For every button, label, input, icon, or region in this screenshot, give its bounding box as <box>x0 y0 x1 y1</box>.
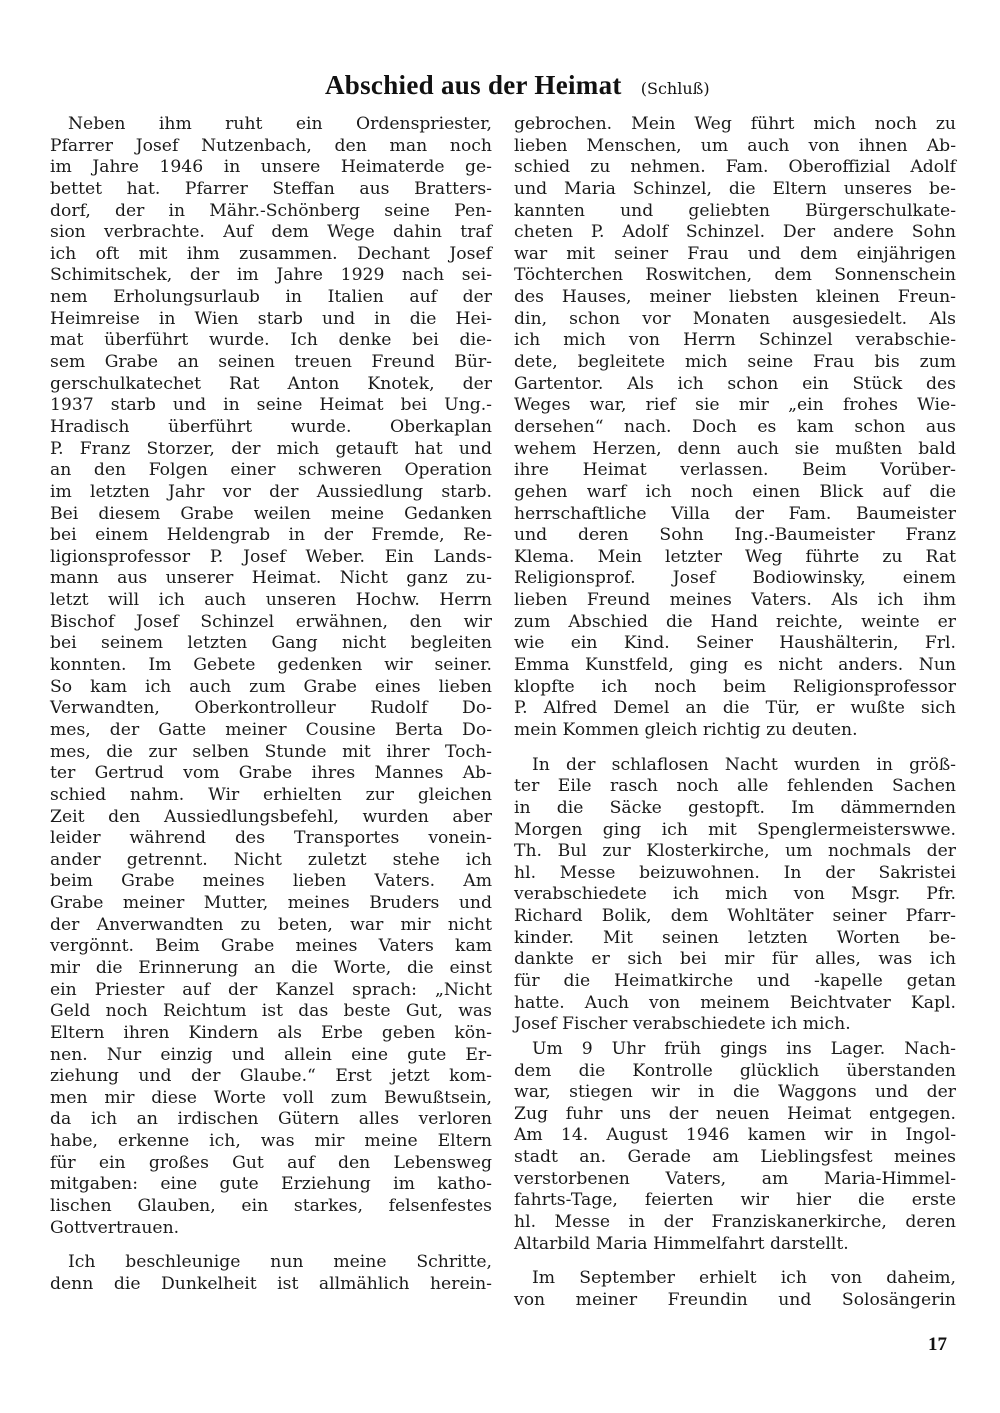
article-title: Abschied aus der Heimat <box>325 70 622 100</box>
text-line: So kam ich auch zum Grabe eines lieben <box>50 676 492 697</box>
text-line: hl. Messe beizuwohnen. In der Sakristei <box>514 862 956 883</box>
text-line: hatte. Auch von meinem Beichtvater Kapl. <box>514 992 956 1013</box>
text-line: mein Kommen gleich richtig zu deuten. <box>514 719 858 740</box>
text-line: und deren Sohn Ing.-Baumeister Franz <box>514 525 956 546</box>
paragraph-gap <box>50 1239 492 1252</box>
text-line: hl. Messe in der Franziskanerkirche, deren <box>514 1212 956 1233</box>
text-line: ziehung und der Glaube.“ Erst jetzt kom- <box>50 1066 492 1087</box>
text-line: Emma Kunstfeld, ging es nicht anders. Nun <box>514 655 956 676</box>
text-line: lieben Menschen, um auch von ihnen Ab- <box>514 135 956 156</box>
text-line: an den Folgen einer schweren Operation <box>50 460 492 481</box>
text-line: gebrochen. Mein Weg führt mich noch zu <box>514 114 956 134</box>
text-line: Morgen ging ich mit Spenglermeisterswwe. <box>514 819 956 840</box>
text-line: ein Priester auf der Kanzel sprach: „Nicht <box>50 979 492 1000</box>
paragraph <box>514 1268 956 1311</box>
text-line: Ich beschleunige nun meine Schritte, <box>68 1252 492 1273</box>
text-line: gehen warf ich noch einen Blick auf die <box>514 481 956 502</box>
text-line: da ich an irdischen Gütern alles verloren <box>50 1109 492 1130</box>
text-line: für die Heimatkirche und -kapelle getan <box>514 970 956 991</box>
text-line: Um 9 Uhr früh gings ins Lager. Nach- <box>532 1038 956 1059</box>
text-line: Zug fuhr uns der neuen Heimat entgegen. <box>514 1103 956 1124</box>
paragraph-gap <box>514 742 956 755</box>
text-line: des Hauses, meiner liebsten kleinen Freun- <box>514 287 956 308</box>
text-line: vergönnt. Beim Grabe meines Vaters kam <box>50 936 492 957</box>
right-column <box>514 114 956 1312</box>
text-line: für ein großes Gut auf den Lebensweg <box>50 1152 492 1173</box>
text-line: zum Abschied die Hand reichte, weinte er <box>514 611 956 632</box>
text-line: Im September erhielt ich von daheim, <box>532 1268 956 1289</box>
text-line: lieben Freund meines Vaters. Als ich ihm <box>514 590 956 611</box>
text-line: Richard Bolik, dem Wohltäter seiner Pfarr- <box>514 906 956 927</box>
text-line: bei seinem letzten Gang nicht begleiten <box>50 633 492 654</box>
text-line: P. Franz Storzer, der mich getauft hat und <box>50 438 492 459</box>
text-line: Eltern ihren Kindern als Erbe geben kön- <box>50 1022 492 1043</box>
text-line: men mir diese Worte voll zum Bewußtsein, <box>50 1087 492 1108</box>
text-line: mann aus unserer Heimat. Nicht ganz zu- <box>50 568 492 589</box>
text-line: der Anverwandten zu beten, war mir nicht <box>50 914 492 935</box>
text-line: Religionsprof. Josef Bodiowinsky, einem <box>514 568 956 589</box>
paragraph <box>514 755 956 1036</box>
text-line: dorf, der in Mähr.-Schönberg seine Pen- <box>50 200 492 221</box>
text-line: dem die Kontrolle glücklich überstanden <box>514 1060 956 1081</box>
text-line: mitgaben: eine gute Erziehung im katho- <box>50 1174 492 1195</box>
text-line: Gartentor. Als ich schon ein Stück des <box>514 373 956 394</box>
left-column <box>50 114 492 1296</box>
text-line: ligionsprofessor P. Josef Weber. Ein Lands- <box>50 546 492 567</box>
text-line: war mit seiner Frau und dem einjährigen <box>514 243 956 264</box>
text-line: dete, begleitete mich seine Frau bis zum <box>514 352 956 373</box>
text-line: Hradisch überführt wurde. Oberkaplan <box>50 416 492 437</box>
text-line: mir die Erinnerung an die Worte, die einst <box>50 957 492 978</box>
text-line: schied zu nehmen. Fam. Oberoffizial Adolf <box>514 157 956 178</box>
paragraph <box>50 114 492 1239</box>
text-line: stadt an. Gerade am Lieblingsfest meines <box>514 1147 956 1168</box>
page-number: 17 <box>928 1334 947 1355</box>
text-line: ich oft mit ihm zusammen. Dechant Josef <box>50 243 492 264</box>
text-line: Josef Fischer verabschiedete ich mich. <box>514 1014 851 1035</box>
article-header <box>325 70 710 101</box>
text-line: fahrts-Tage, feierten wir hier die erste <box>514 1190 956 1211</box>
text-line: habe, erkenne ich, was mir meine Eltern <box>50 1131 492 1152</box>
text-line: Neben ihm ruht ein Ordenspriester, <box>68 114 492 134</box>
text-line: sem Grabe an seinen treuen Freund Bür- <box>50 352 492 373</box>
text-line: lischen Glauben, ein starkes, felsenfestes <box>50 1196 492 1217</box>
text-line: verabschiedete ich mich von Msgr. Pfr. <box>514 884 956 905</box>
text-line: 1937 starb und in seine Heimat bei Ung.- <box>50 395 492 416</box>
text-line: Grabe meiner Mutter, meines Bruders und <box>50 893 492 914</box>
text-line: ihre Heimat verlassen. Beim Vorüber- <box>514 460 956 481</box>
text-line: konnten. Im Gebete gedenken wir seiner. <box>50 655 492 676</box>
paragraph <box>514 1039 956 1255</box>
text-line: Th. Bul zur Klosterkirche, um nochmals der <box>514 841 956 862</box>
text-line: dersehen“ nach. Doch es kam schon aus <box>514 416 956 437</box>
text-line: gerschulkatechet Rat Anton Knotek, der <box>50 373 492 394</box>
text-line: cheten P. Adolf Schinzel. Der andere Sohn <box>514 222 956 243</box>
article-subtitle: (Schluß) <box>640 79 710 98</box>
text-line: sion verbrachte. Auf dem Wege dahin traf <box>50 222 492 243</box>
text-line: nem Erholungsurlaub in Italien auf der <box>50 287 492 308</box>
text-line: ter Gertrud vom Grabe ihres Mannes Ab- <box>50 763 492 784</box>
text-line: Klema. Mein letzter Weg führte zu Rat <box>514 546 956 567</box>
text-line: Geld noch Reichtum ist das beste Gut, was <box>50 1001 492 1022</box>
paragraph <box>50 1252 492 1295</box>
text-line: dankte er sich bei mir für alles, was ich <box>514 949 956 970</box>
text-line: mes, die zur selben Stunde mit ihrer Toch- <box>50 741 492 762</box>
text-line: von meiner Freundin und Solosängerin <box>514 1289 956 1310</box>
text-line: letzt will ich auch unseren Hochw. Herrn <box>50 590 492 611</box>
text-line: Töchterchen Roswitchen, dem Sonnenschein <box>514 265 956 286</box>
text-line: herrschaftliche Villa der Fam. Baumeister <box>514 503 956 524</box>
text-line: Zeit den Aussiedlungsbefehl, wurden aber <box>50 806 492 827</box>
text-line: Altarbild Maria Himmelfahrt darstellt. <box>514 1233 849 1254</box>
text-line: Verwandten, Oberkontrolleur Rudolf Do- <box>50 698 492 719</box>
text-line: denn die Dunkelheit ist allmählich herein- <box>50 1273 492 1294</box>
text-line: leider während des Transportes vonein- <box>50 828 492 849</box>
text-line: im Jahre 1946 in unsere Heimaterde ge- <box>50 157 492 178</box>
text-line: und Maria Schinzel, die Eltern unseres be- <box>514 178 956 199</box>
text-line: ander getrennt. Nicht zuletzt stehe ich <box>50 849 492 870</box>
text-line: war, stiegen wir in die Waggons und der <box>514 1082 956 1103</box>
text-line: Heimreise in Wien starb und in die Hei- <box>50 308 492 329</box>
text-line: din, schon vor Monaten ausgesiedelt. Als <box>514 308 956 329</box>
text-line: im letzten Jahr vor der Aussiedlung starb. <box>50 481 492 502</box>
text-line: klopfte ich noch beim Religionsprofessor <box>514 676 956 697</box>
text-line: mat überführt wurde. Ich denke bei die- <box>50 330 492 351</box>
text-line: Am 14. August 1946 kamen wir in Ingol- <box>514 1125 956 1146</box>
text-line: verstorbenen Vaters, am Maria-Himmel- <box>514 1168 956 1189</box>
text-line: Schimitschek, der im Jahre 1929 nach sei- <box>50 265 492 286</box>
text-line: wehem Herzen, denn auch sie mußten bald <box>514 438 956 459</box>
text-line: kinder. Mit seinen letzten Worten be- <box>514 927 956 948</box>
text-line: nen. Nur einzig und allein eine gute Er- <box>50 1044 492 1065</box>
text-line: Weges war, rief sie mir „ein frohes Wie- <box>514 395 956 416</box>
text-line: P. Alfred Demel an die Tür, er wußte sich <box>514 698 956 719</box>
text-line: In der schlaflosen Nacht wurden in größ- <box>532 754 956 775</box>
text-line: Bischof Josef Schinzel erwähnen, den wir <box>50 611 492 632</box>
text-line: ich mich von Herrn Schinzel verabschie- <box>514 330 956 351</box>
text-line: mes, der Gatte meiner Cousine Berta Do- <box>50 719 492 740</box>
text-line: in die Säcke gestopft. Im dämmernden <box>514 797 956 818</box>
text-line: wie ein Kind. Seiner Haushälterin, Frl. <box>514 633 956 654</box>
text-line: schied nahm. Wir erhielten zur gleichen <box>50 784 492 805</box>
text-line: ter Eile rasch noch alle fehlenden Sachen <box>514 776 956 797</box>
text-line: Gottvertrauen. <box>50 1217 180 1238</box>
paragraph-gap <box>514 1255 956 1268</box>
text-line: Pfarrer Josef Nutzenbach, den man noch <box>50 135 492 156</box>
text-line: beim Grabe meines lieben Vaters. Am <box>50 871 492 892</box>
paragraph <box>514 114 956 742</box>
text-line: bettet hat. Pfarrer Steffan aus Bratters- <box>50 178 492 199</box>
text-line: Bei diesem Grabe weilen meine Gedanken <box>50 503 492 524</box>
text-line: kannten und geliebten Bürgerschulkate- <box>514 200 956 221</box>
text-line: bei einem Heldengrab in der Fremde, Re- <box>50 525 492 546</box>
